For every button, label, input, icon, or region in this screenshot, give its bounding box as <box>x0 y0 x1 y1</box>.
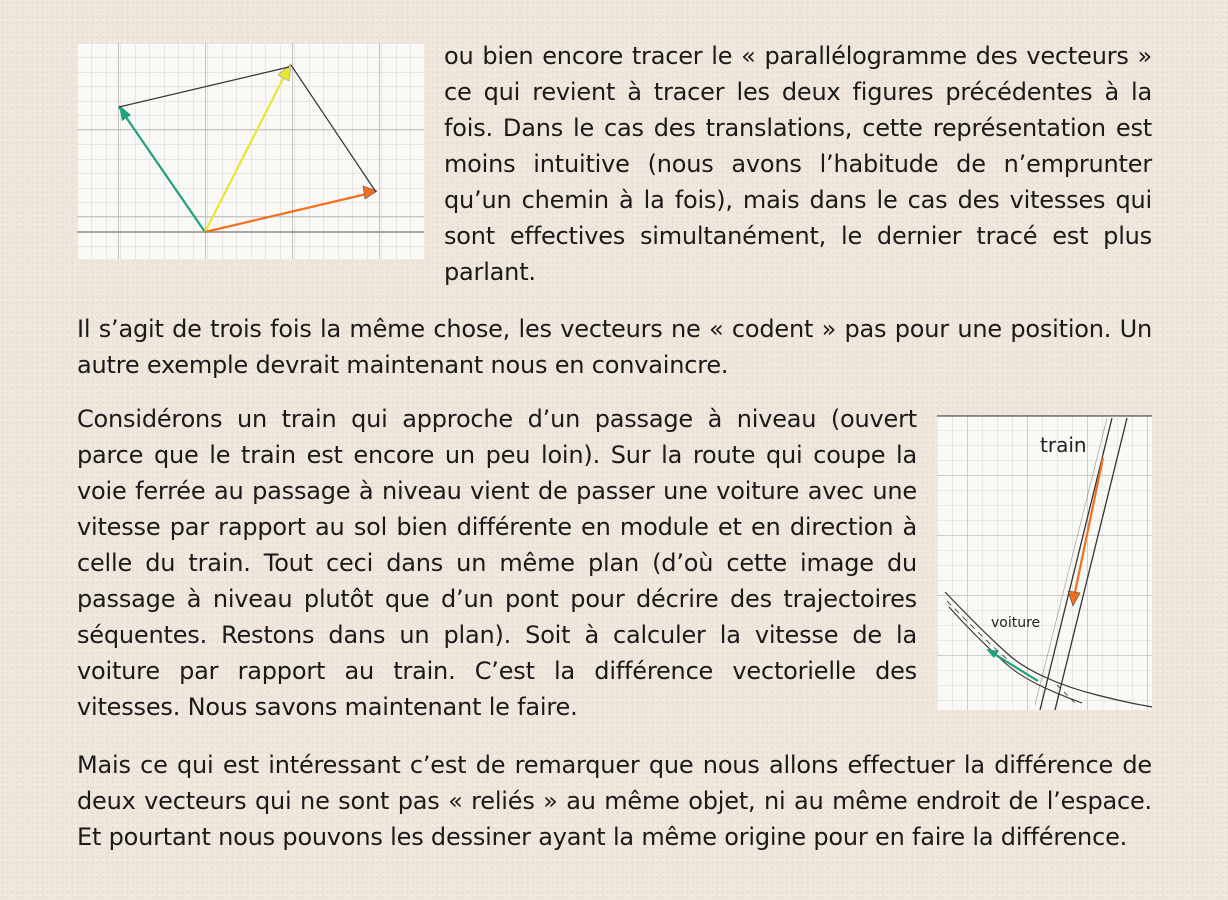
level-crossing-figure <box>937 415 1152 710</box>
parallelogram-diagram <box>77 43 424 259</box>
paragraph-1: ou bien encore tracer le « parallélogramme des vecteurs » ce qui revient à tracer les deux figures précédentes à la fois. Dans le cas des translations, cette représentation est moins intuitive (nous avons l’habitude de n’emprunter qu’un chemin à la fois), mais dans le cas des vitesses qui sont effectives simultanément, le dernier tracé est plus parlant. <box>444 42 1152 286</box>
level-crossing-diagram <box>937 415 1152 710</box>
car-label: voiture <box>991 615 1041 631</box>
parallelogram-figure <box>77 43 424 259</box>
train-label: train <box>1040 433 1087 457</box>
paragraph-4: Mais ce qui est intéressant c’est de remarquer que nous allons effectuer la différence de deux vecteurs qui ne sont pas « reliés » au même objet, ni au même endroit de l’espace. Et pourtant nous pouvons les dessiner ayant la même origine pour en faire la différence. <box>77 751 1152 851</box>
paragraph-2: Il s’agit de trois fois la même chose, les vecteurs ne « codent » pas pour une position. Un autre exemple devrait maintenant nous en convaincre. <box>77 315 1152 379</box>
paragraph-3: Considérons un train qui approche d’un passage à niveau (ouvert parce que le train est encore un peu loin). Sur la route qui coupe la voie ferrée au passage à niveau vient de passer une voiture avec une vitesse par rapport au sol bien différente en module et en direction à celle du train. Tout ceci dans un même plan (d’où cette image du passage à niveau plutôt que d’un pont pour décrire des trajectoires séquentes. Restons dans un plan). Soit à calculer la vitesse de la voiture par rapport au train. C’est la différence vectorielle des vitesses. Nous savons maintenant le faire. <box>77 405 917 721</box>
